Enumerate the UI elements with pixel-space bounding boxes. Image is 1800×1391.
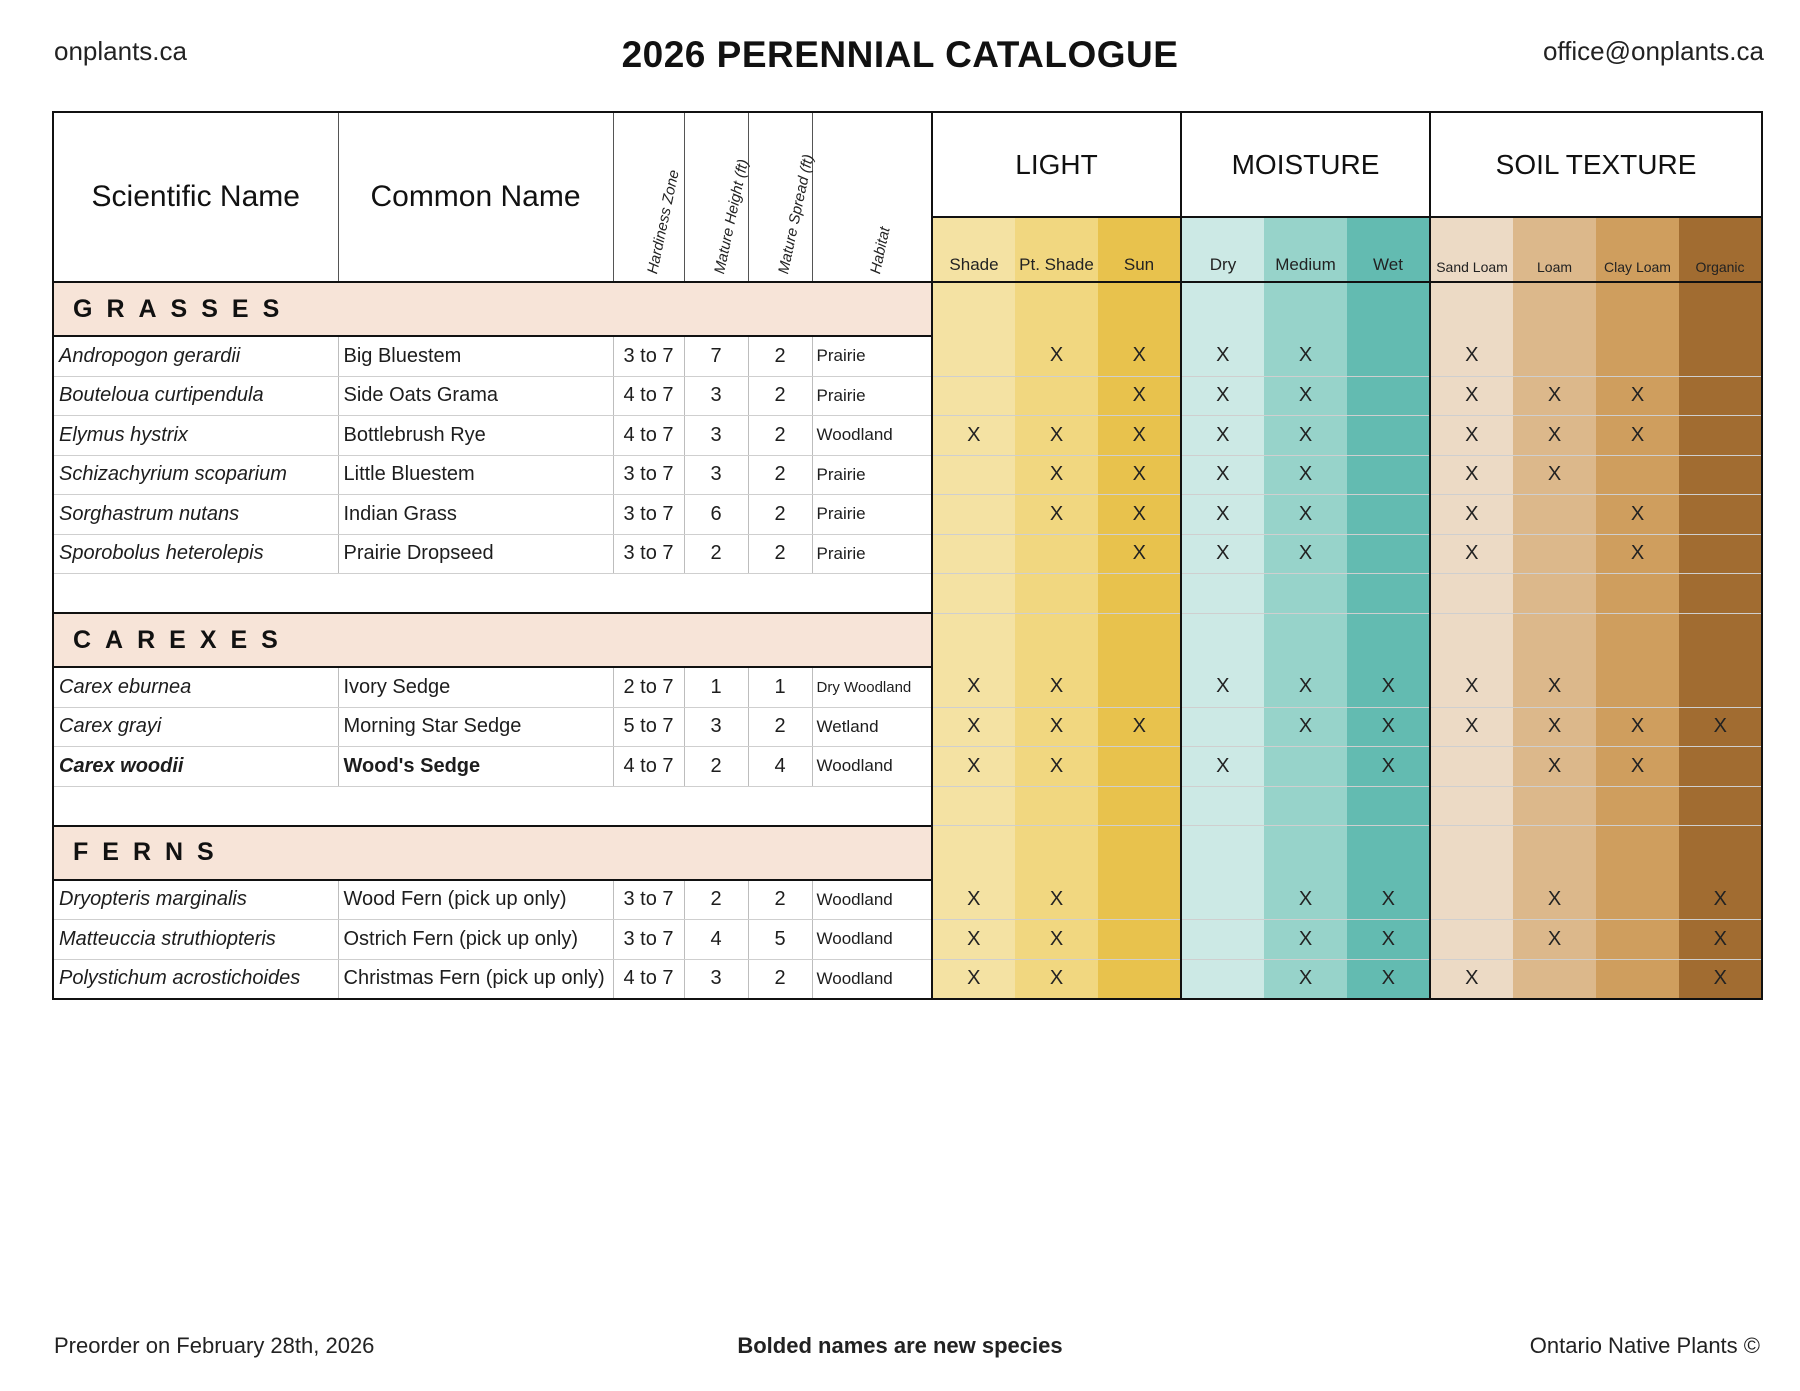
colour-cell-wet [1347, 786, 1430, 826]
colour-cell-clay-loam [1596, 786, 1679, 826]
mark-pt-shade: X [1015, 959, 1098, 999]
mark-sand-loam: X [1430, 376, 1513, 416]
common-name-cell: Morning Star Sedge [338, 707, 613, 747]
table-row [53, 880, 1762, 920]
group-header-soil-texture: SOIL TEXTURE [1430, 112, 1762, 217]
colour-cell-clay-loam [1596, 574, 1679, 614]
colour-cell-organic [1679, 282, 1762, 336]
scientific-name-cell: Sorghastrum nutans [53, 495, 338, 535]
mark-organic [1679, 376, 1762, 416]
colour-cell-wet [1347, 282, 1430, 336]
mature-height-cell: 2 [684, 880, 748, 920]
mark-shade: X [932, 416, 1015, 456]
col-header-mature-height: Mature Height (ft) [684, 112, 748, 282]
col-header-sun: Sun [1098, 217, 1181, 282]
mark-organic [1679, 336, 1762, 376]
hardiness-zone-cell: 4 to 7 [613, 416, 684, 456]
col-header-clay-loam: Clay Loam [1596, 217, 1679, 282]
mark-organic [1679, 455, 1762, 495]
habitat-cell: Woodland [812, 880, 932, 920]
mark-loam: X [1513, 747, 1596, 787]
spacer-row [53, 574, 1762, 614]
mark-sun: X [1098, 534, 1181, 574]
mark-medium: X [1264, 416, 1347, 456]
colour-cell-sand-loam [1430, 574, 1513, 614]
scientific-name-cell: Elymus hystrix [53, 416, 338, 456]
mature-spread-cell: 2 [748, 376, 812, 416]
table-row [53, 707, 1762, 747]
mark-dry: X [1181, 747, 1264, 787]
mark-sand-loam: X [1430, 534, 1513, 574]
colour-cell-loam [1513, 574, 1596, 614]
mark-sand-loam [1430, 920, 1513, 960]
email-text: office@onplants.ca [1542, 36, 1764, 66]
mature-height-cell: 4 [684, 920, 748, 960]
mark-medium: X [1264, 495, 1347, 535]
mark-pt-shade [1015, 534, 1098, 574]
col-header-loam: Loam [1513, 217, 1596, 282]
mark-organic [1679, 416, 1762, 456]
colour-cell-loam [1513, 826, 1596, 880]
colour-cell-sun [1098, 282, 1181, 336]
mark-shade: X [932, 747, 1015, 787]
mature-spread-cell: 2 [748, 534, 812, 574]
mark-shade [932, 376, 1015, 416]
mark-dry: X [1181, 667, 1264, 707]
hardiness-zone-cell: 3 to 7 [613, 534, 684, 574]
mark-dry [1181, 959, 1264, 999]
mark-medium: X [1264, 376, 1347, 416]
mark-clay-loam [1596, 455, 1679, 495]
common-name-cell: Ostrich Fern (pick up only) [338, 920, 613, 960]
section-row [53, 613, 1762, 667]
mark-pt-shade: X [1015, 667, 1098, 707]
mature-spread-cell: 2 [748, 880, 812, 920]
mark-medium: X [1264, 667, 1347, 707]
colour-cell-sand-loam [1430, 613, 1513, 667]
mature-spread-cell: 5 [748, 920, 812, 960]
section-label: GRASSES [53, 282, 932, 336]
colour-cell-shade [932, 786, 1015, 826]
spacer-row [53, 786, 1762, 826]
mark-organic: X [1679, 959, 1762, 999]
colour-cell-medium [1264, 826, 1347, 880]
colour-cell-medium [1264, 282, 1347, 336]
mark-wet: X [1347, 747, 1430, 787]
mark-medium: X [1264, 880, 1347, 920]
mark-wet [1347, 534, 1430, 574]
mark-sun: X [1098, 495, 1181, 535]
mature-spread-cell: 2 [748, 455, 812, 495]
habitat-cell: Woodland [812, 920, 932, 960]
colour-cell-sun [1098, 613, 1181, 667]
col-header-scientific-name: Scientific Name [53, 112, 338, 282]
mark-shade: X [932, 920, 1015, 960]
mark-wet [1347, 376, 1430, 416]
common-name-cell: Little Bluestem [338, 455, 613, 495]
mark-dry: X [1181, 495, 1264, 535]
section-label: CAREXES [53, 613, 932, 667]
colour-cell-dry [1181, 786, 1264, 826]
colour-cell-clay-loam [1596, 282, 1679, 336]
colour-cell-dry [1181, 826, 1264, 880]
mark-organic: X [1679, 707, 1762, 747]
mark-loam: X [1513, 920, 1596, 960]
scientific-name-cell: Dryopteris marginalis [53, 880, 338, 920]
mark-clay-loam: X [1596, 376, 1679, 416]
mark-clay-loam [1596, 667, 1679, 707]
col-header-shade: Shade [932, 217, 1015, 282]
mark-clay-loam: X [1596, 534, 1679, 574]
mark-pt-shade [1015, 376, 1098, 416]
mark-medium: X [1264, 959, 1347, 999]
hardiness-zone-cell: 2 to 7 [613, 667, 684, 707]
mature-spread-cell: 2 [748, 495, 812, 535]
col-header-wet: Wet [1347, 217, 1430, 282]
table-row [53, 416, 1762, 456]
mark-medium: X [1264, 534, 1347, 574]
mark-sand-loam: X [1430, 707, 1513, 747]
mark-sun [1098, 920, 1181, 960]
section-row [53, 826, 1762, 880]
hardiness-zone-cell: 4 to 7 [613, 747, 684, 787]
spacer-cell [53, 786, 932, 826]
mark-sand-loam [1430, 880, 1513, 920]
scientific-name-cell: Sporobolus heterolepis [53, 534, 338, 574]
colour-cell-sun [1098, 826, 1181, 880]
col-header-dry: Dry [1181, 217, 1264, 282]
mark-loam: X [1513, 707, 1596, 747]
hardiness-zone-cell: 3 to 7 [613, 455, 684, 495]
mark-dry: X [1181, 336, 1264, 376]
colour-cell-pt-shade [1015, 786, 1098, 826]
colour-cell-dry [1181, 574, 1264, 614]
mark-wet [1347, 455, 1430, 495]
colour-cell-loam [1513, 613, 1596, 667]
mark-dry: X [1181, 455, 1264, 495]
table-row [53, 959, 1762, 999]
mature-spread-cell: 2 [748, 707, 812, 747]
section-row [53, 282, 1762, 336]
colour-cell-wet [1347, 613, 1430, 667]
common-name-cell: Indian Grass [338, 495, 613, 535]
colour-cell-dry [1181, 613, 1264, 667]
mature-height-cell: 2 [684, 534, 748, 574]
colour-cell-organic [1679, 826, 1762, 880]
habitat-cell: Woodland [812, 416, 932, 456]
table-row [53, 336, 1762, 376]
habitat-cell: Prairie [812, 336, 932, 376]
mark-loam: X [1513, 667, 1596, 707]
colour-cell-shade [932, 282, 1015, 336]
mark-sun: X [1098, 376, 1181, 416]
hardiness-zone-cell: 4 to 7 [613, 959, 684, 999]
mark-loam [1513, 495, 1596, 535]
mark-wet [1347, 336, 1430, 376]
colour-cell-medium [1264, 574, 1347, 614]
mark-sun [1098, 667, 1181, 707]
habitat-cell: Prairie [812, 455, 932, 495]
mark-wet [1347, 416, 1430, 456]
table-row [53, 455, 1762, 495]
colour-cell-wet [1347, 574, 1430, 614]
mark-loam: X [1513, 455, 1596, 495]
habitat-cell: Prairie [812, 376, 932, 416]
scientific-name-cell: Carex eburnea [53, 667, 338, 707]
mark-sun: X [1098, 416, 1181, 456]
mark-wet: X [1347, 920, 1430, 960]
colour-cell-medium [1264, 613, 1347, 667]
mature-height-cell: 3 [684, 376, 748, 416]
mark-medium: X [1264, 707, 1347, 747]
mark-shade: X [932, 707, 1015, 747]
mature-height-cell: 3 [684, 959, 748, 999]
col-header-hardiness-zone: Hardiness Zone [613, 112, 684, 282]
mark-clay-loam: X [1596, 707, 1679, 747]
colour-cell-organic [1679, 786, 1762, 826]
colour-cell-sun [1098, 786, 1181, 826]
col-header-organic: Organic [1679, 217, 1762, 282]
colour-cell-loam [1513, 282, 1596, 336]
mark-sand-loam: X [1430, 959, 1513, 999]
habitat-cell: Prairie [812, 534, 932, 574]
mark-organic [1679, 495, 1762, 535]
mark-clay-loam [1596, 920, 1679, 960]
mark-shade: X [932, 959, 1015, 999]
col-header-common-name: Common Name [338, 112, 613, 282]
mark-clay-loam [1596, 336, 1679, 376]
mark-loam [1513, 959, 1596, 999]
table-row [53, 747, 1762, 787]
mark-sun [1098, 959, 1181, 999]
mark-clay-loam [1596, 959, 1679, 999]
col-header-mature-spread: Mature Spread (ft) [748, 112, 812, 282]
mark-sand-loam: X [1430, 416, 1513, 456]
scientific-name-cell: Carex woodii [53, 747, 338, 787]
scientific-name-cell: Matteuccia struthiopteris [53, 920, 338, 960]
mature-height-cell: 3 [684, 455, 748, 495]
mark-sand-loam [1430, 747, 1513, 787]
scientific-name-cell: Polystichum acrostichoides [53, 959, 338, 999]
mark-shade: X [932, 667, 1015, 707]
spacer-cell [53, 574, 932, 614]
table-row [53, 534, 1762, 574]
mark-wet: X [1347, 707, 1430, 747]
mark-clay-loam: X [1596, 747, 1679, 787]
mark-medium: X [1264, 455, 1347, 495]
colour-cell-medium [1264, 786, 1347, 826]
colour-cell-sand-loam [1430, 826, 1513, 880]
mature-height-cell: 3 [684, 416, 748, 456]
mark-sand-loam: X [1430, 667, 1513, 707]
colour-cell-pt-shade [1015, 574, 1098, 614]
common-name-cell: Prairie Dropseed [338, 534, 613, 574]
mature-height-cell: 3 [684, 707, 748, 747]
mark-shade [932, 534, 1015, 574]
mark-loam [1513, 534, 1596, 574]
mark-wet: X [1347, 667, 1430, 707]
group-header-light: LIGHT [932, 112, 1181, 217]
mark-pt-shade: X [1015, 880, 1098, 920]
table-row [53, 667, 1762, 707]
mark-loam: X [1513, 416, 1596, 456]
mark-sun: X [1098, 707, 1181, 747]
mark-pt-shade: X [1015, 336, 1098, 376]
copyright-text: Ontario Native Plants © [1529, 1333, 1760, 1358]
mark-clay-loam: X [1596, 416, 1679, 456]
mature-spread-cell: 2 [748, 336, 812, 376]
mark-pt-shade: X [1015, 416, 1098, 456]
catalogue-table [52, 111, 1763, 1000]
habitat-cell: Woodland [812, 747, 932, 787]
mature-spread-cell: 1 [748, 667, 812, 707]
colour-cell-shade [932, 613, 1015, 667]
colour-cell-shade [932, 826, 1015, 880]
mark-sun: X [1098, 336, 1181, 376]
habitat-cell: Wetland [812, 707, 932, 747]
mark-medium: X [1264, 920, 1347, 960]
mark-loam: X [1513, 376, 1596, 416]
mark-loam [1513, 336, 1596, 376]
scientific-name-cell: Andropogon gerardii [53, 336, 338, 376]
common-name-cell: Bottlebrush Rye [338, 416, 613, 456]
habitat-cell: Woodland [812, 959, 932, 999]
mark-dry: X [1181, 376, 1264, 416]
common-name-cell: Wood's Sedge [338, 747, 613, 787]
col-header-pt-shade: Pt. Shade [1015, 217, 1098, 282]
hardiness-zone-cell: 4 to 7 [613, 376, 684, 416]
colour-cell-clay-loam [1596, 826, 1679, 880]
mark-pt-shade: X [1015, 707, 1098, 747]
mark-pt-shade: X [1015, 920, 1098, 960]
col-header-sand-loam: Sand Loam [1430, 217, 1513, 282]
mark-dry [1181, 707, 1264, 747]
mark-sun [1098, 880, 1181, 920]
mark-dry [1181, 920, 1264, 960]
mark-loam: X [1513, 880, 1596, 920]
mature-spread-cell: 2 [748, 959, 812, 999]
colour-cell-sand-loam [1430, 786, 1513, 826]
colour-cell-organic [1679, 574, 1762, 614]
colour-cell-sun [1098, 574, 1181, 614]
mark-clay-loam [1596, 880, 1679, 920]
mark-shade [932, 495, 1015, 535]
mark-pt-shade: X [1015, 455, 1098, 495]
mark-sand-loam: X [1430, 455, 1513, 495]
colour-cell-pt-shade [1015, 613, 1098, 667]
colour-cell-organic [1679, 613, 1762, 667]
colour-cell-loam [1513, 786, 1596, 826]
mature-height-cell: 7 [684, 336, 748, 376]
colour-cell-shade [932, 574, 1015, 614]
mark-shade [932, 336, 1015, 376]
mark-dry: X [1181, 534, 1264, 574]
mark-organic: X [1679, 920, 1762, 960]
col-header-medium: Medium [1264, 217, 1347, 282]
mature-spread-cell: 2 [748, 416, 812, 456]
common-name-cell: Big Bluestem [338, 336, 613, 376]
scientific-name-cell: Bouteloua curtipendula [53, 376, 338, 416]
mature-height-cell: 1 [684, 667, 748, 707]
website-text: onplants.ca [54, 36, 187, 66]
mature-height-cell: 6 [684, 495, 748, 535]
preorder-text: Preorder on February 28th, 2026 [54, 1333, 375, 1358]
habitat-cell: Prairie [812, 495, 932, 535]
legend-note: Bolded names are new species [737, 1333, 1063, 1358]
group-header-moisture: MOISTURE [1181, 112, 1430, 217]
hardiness-zone-cell: 3 to 7 [613, 495, 684, 535]
common-name-cell: Side Oats Grama [338, 376, 613, 416]
mark-sun: X [1098, 455, 1181, 495]
mark-wet: X [1347, 880, 1430, 920]
col-header-habitat: Habitat [812, 112, 932, 282]
catalogue-body [53, 282, 1762, 999]
hardiness-zone-cell: 3 to 7 [613, 880, 684, 920]
mark-clay-loam: X [1596, 495, 1679, 535]
scientific-name-cell: Schizachyrium scoparium [53, 455, 338, 495]
colour-cell-wet [1347, 826, 1430, 880]
table-row [53, 376, 1762, 416]
mark-shade: X [932, 880, 1015, 920]
common-name-cell: Ivory Sedge [338, 667, 613, 707]
mark-wet: X [1347, 959, 1430, 999]
mature-spread-cell: 4 [748, 747, 812, 787]
mark-shade [932, 455, 1015, 495]
mark-organic [1679, 534, 1762, 574]
hardiness-zone-cell: 3 to 7 [613, 920, 684, 960]
page-title: 2026 PERENNIAL CATALOGUE [621, 34, 1179, 75]
mark-sand-loam: X [1430, 336, 1513, 376]
mark-medium [1264, 747, 1347, 787]
mark-pt-shade: X [1015, 495, 1098, 535]
section-label: FERNS [53, 826, 932, 880]
common-name-cell: Christmas Fern (pick up only) [338, 959, 613, 999]
mature-height-cell: 2 [684, 747, 748, 787]
table-row [53, 495, 1762, 535]
mark-dry: X [1181, 416, 1264, 456]
mark-organic [1679, 667, 1762, 707]
mark-sun [1098, 747, 1181, 787]
hardiness-zone-cell: 3 to 7 [613, 336, 684, 376]
table-row [53, 920, 1762, 960]
colour-cell-pt-shade [1015, 282, 1098, 336]
mark-organic: X [1679, 880, 1762, 920]
mark-pt-shade: X [1015, 747, 1098, 787]
scientific-name-cell: Carex grayi [53, 707, 338, 747]
habitat-cell: Dry Woodland [812, 667, 932, 707]
mark-organic [1679, 747, 1762, 787]
mark-dry [1181, 880, 1264, 920]
mark-medium: X [1264, 336, 1347, 376]
mark-wet [1347, 495, 1430, 535]
mark-sand-loam: X [1430, 495, 1513, 535]
colour-cell-pt-shade [1015, 826, 1098, 880]
colour-cell-sand-loam [1430, 282, 1513, 336]
colour-cell-clay-loam [1596, 613, 1679, 667]
hardiness-zone-cell: 5 to 7 [613, 707, 684, 747]
colour-cell-dry [1181, 282, 1264, 336]
common-name-cell: Wood Fern (pick up only) [338, 880, 613, 920]
